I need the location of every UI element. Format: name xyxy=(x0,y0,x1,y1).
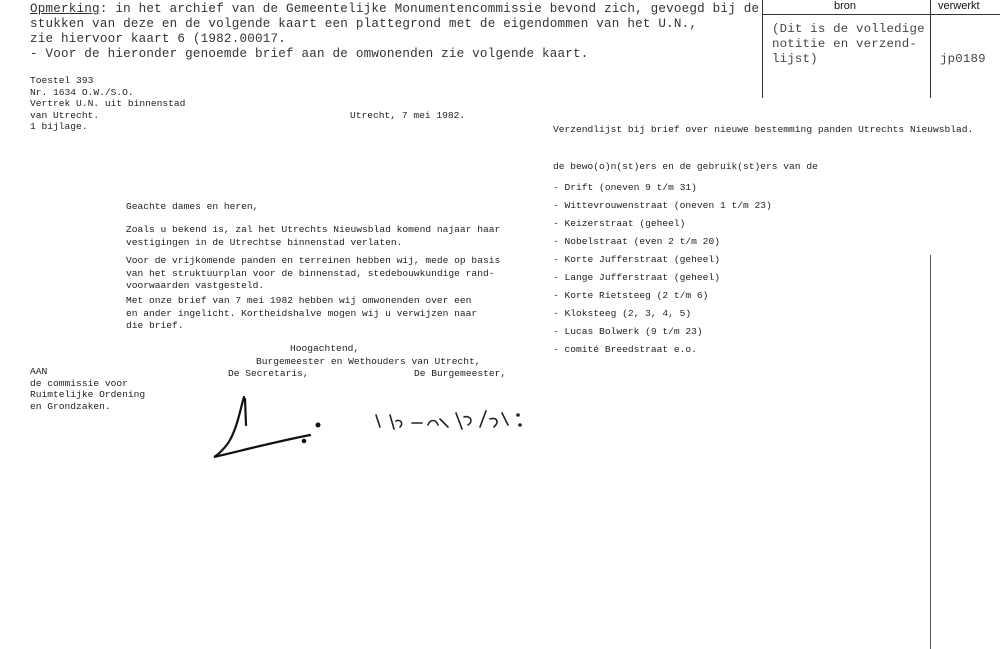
mayor-signature xyxy=(376,411,521,429)
verwerkt-label: verwerkt xyxy=(938,0,980,12)
mailing-list-item: - Nobelstraat (even 2 t/m 20) xyxy=(553,236,720,247)
mailing-list-item: - Korte Jufferstraat (geheel) xyxy=(553,254,720,265)
letter-reference: Toestel 393 Nr. 1634 O.W./S.O. Vertrek U.N. uit binnenstad van Utrecht. 1 bijlage. xyxy=(30,75,186,132)
letter-date: Utrecht, 7 mei 1982. xyxy=(350,110,466,121)
mailing-list-title: Verzendlijst bij brief over nieuwe bestemming panden Utrechts Nieuwsblad. xyxy=(553,124,974,135)
right-margin-rule xyxy=(930,255,931,649)
letter-paragraph-3: Met onze brief van 7 mei 1982 hebben wij omwonenden over een en ander ingelicht. Kortheidshalve mogen wij u verwijzen naar die brief. xyxy=(126,295,478,331)
secretary-signature xyxy=(214,397,319,457)
remark-line-3: zie hiervoor kaart 6 (1982.00017. xyxy=(30,32,286,46)
mailing-list-item: - Korte Rietsteeg (2 t/m 6) xyxy=(553,290,709,301)
mailing-list-item: - Drift (oneven 9 t/m 31) xyxy=(553,182,697,193)
remark-block xyxy=(30,2,759,62)
signature-marks xyxy=(200,385,560,465)
mailing-list-item: - Lange Jufferstraat (geheel) xyxy=(553,272,720,283)
mailing-list-item: - Keizerstraat (geheel) xyxy=(553,218,686,229)
letter-paragraph-1: Zoals u bekend is, zal het Utrechts Nieuwsblad komend najaar haar vestigingen in de Utrechtse binnenstad verlaten. xyxy=(126,224,501,248)
box-header-rule xyxy=(762,14,1000,15)
verwerkt-code: jp0189 xyxy=(940,52,986,66)
mailing-list-item: - Kloksteeg (2, 3, 4, 5) xyxy=(553,308,692,319)
remark-line-2: stukken van deze en de volgende kaart een plattegrond met de eigendommen van het U.N., xyxy=(30,17,698,31)
secretary-label: De Secretaris, xyxy=(228,368,309,379)
mailing-list-item: - comité Breedstraat e.o. xyxy=(553,344,697,355)
bron-label: bron xyxy=(834,0,857,12)
mailing-list-item: - Wittevrouwenstraat (oneven 1 t/m 23) xyxy=(553,200,772,211)
remark-line-4: - Voor de hieronder genoemde brief aan de omwonenden zie volgende kaart. xyxy=(30,47,589,61)
letter-paragraph-2: Voor de vrijkomende panden en terreinen hebben wij, mede op basis van het struktuurplan voor de binnenstad, stedebouwkundige rand- voorwaarden vastgesteld. xyxy=(126,255,501,291)
mailing-list-intro: de bewo(o)n(st)ers en de gebruik(st)ers van de xyxy=(553,161,818,172)
letter-closing: Hoogachtend, xyxy=(290,343,360,354)
remark-line-1: Opmerking: in het archief van de Gemeentelijke Monumentencommissie bevond zich, gevoegd bij de xyxy=(30,2,760,16)
mayor-label: De Burgemeester, xyxy=(414,368,507,379)
letter-salutation: Geachte dames en heren, xyxy=(126,201,259,212)
remark-label: Opmerking xyxy=(30,2,100,16)
bron-text: (Dit is de volledige notitie en verzend- lijst) xyxy=(772,22,925,66)
signatory-body: Burgemeester en Wethouders van Utrecht, xyxy=(256,356,481,367)
mailing-list-item: - Lucas Bolwerk (9 t/m 23) xyxy=(553,326,703,337)
addressee-block: AAN de commissie voor Ruimtelijke Ordening en Grondzaken. xyxy=(30,366,146,412)
